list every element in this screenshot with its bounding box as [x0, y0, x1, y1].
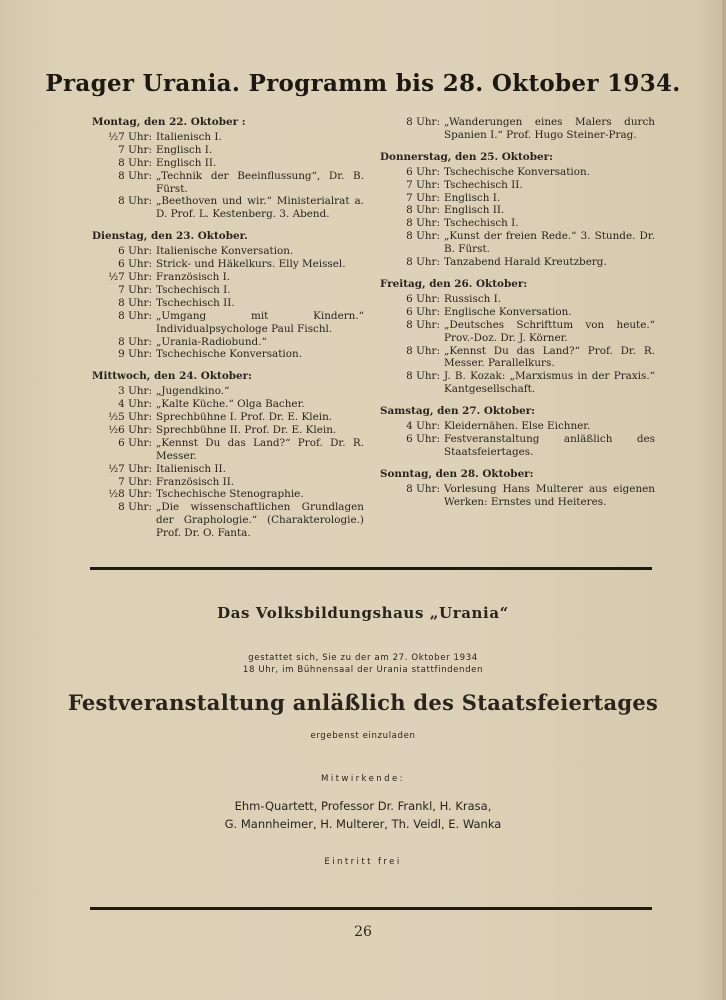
- program-event: [92, 310, 364, 336]
- page-title: Prager Urania. Programm bis 28. Oktober 1934.: [45, 70, 681, 97]
- event-time: 8 Uhr:: [406, 344, 440, 357]
- event-description: Russisch I.: [444, 292, 502, 305]
- event-description: J. B. Kozak: „Marxismus in der Praxis.“ Kantgesellschaft.: [444, 370, 655, 396]
- event-description: Kleidernähen. Else Eichner.: [444, 420, 591, 433]
- program-event: [380, 166, 655, 179]
- program-event: [380, 433, 655, 459]
- invitation-closing: ergebenst einzuladen: [310, 731, 416, 741]
- program-event: [92, 348, 364, 361]
- event-description: Tschechisch I.: [444, 217, 519, 230]
- program-event: [92, 501, 364, 540]
- event-time: 8 Uhr:: [118, 169, 152, 182]
- day-heading: Samstag, den 27. Oktober:: [380, 405, 536, 418]
- event-time: 8 Uhr:: [406, 318, 440, 331]
- event-time: 9 Uhr:: [118, 348, 152, 361]
- program-event: [92, 157, 364, 170]
- day-heading: Sonntag, den 28. Oktober:: [380, 467, 534, 480]
- event-description: Tschechische Konversation.: [156, 348, 302, 361]
- event-description: „Kennst Du das Land?“ Prof. Dr. R. Messer.: [156, 436, 364, 462]
- event-description: „Umgang mit Kindern.“ Individualpsychologe Paul Fischl.: [156, 309, 364, 335]
- program-event: [92, 131, 364, 144]
- invitation-line-1: gestattet sich, Sie zu der am 27. Oktober 1934: [248, 653, 478, 663]
- event-description: Tschechische Stenographie.: [156, 488, 304, 501]
- event-time: 6 Uhr:: [118, 258, 152, 271]
- event-description: Englisch I.: [156, 143, 213, 156]
- event-time: 8 Uhr:: [118, 335, 152, 348]
- event-time: 8 Uhr:: [406, 256, 440, 269]
- event-time: ½7 Uhr:: [108, 462, 152, 475]
- event-time: 7 Uhr:: [118, 475, 152, 488]
- event-description: „Kalte Küche.“ Olga Bacher.: [156, 398, 305, 411]
- event-description: Französisch II.: [156, 475, 235, 488]
- event-description: „Beethoven und wir.“ Ministerialrat a. D. Prof. L. Kestenberg. 3. Abend.: [156, 195, 364, 221]
- program-column-right: [380, 116, 655, 517]
- day-block: [380, 278, 655, 396]
- event-time: 8 Uhr:: [406, 116, 440, 128]
- program-event: [92, 398, 364, 411]
- program-event: [380, 192, 655, 205]
- event-description: Tanzabend Harald Kreutzberg.: [444, 256, 607, 269]
- program-event: [92, 195, 364, 221]
- event-time: ½7 Uhr:: [108, 270, 152, 283]
- event-time: 6 Uhr:: [406, 432, 440, 445]
- program-event: [380, 179, 655, 192]
- event-description: „Urania-Radiobund.“: [156, 335, 267, 348]
- event-description: „Die wissenschaftlichen Grundlagen der Graphologie.“ (Charakterologie.) Prof. Dr. O. Fanta.: [156, 501, 364, 540]
- event-time: 4 Uhr:: [406, 420, 440, 433]
- program-event: [380, 319, 655, 345]
- day-block: [92, 370, 364, 540]
- invitation-line-2: 18 Uhr, im Bühnensaal der Urania stattfindenden: [242, 665, 484, 675]
- program-event: [380, 217, 655, 230]
- event-description: Festveranstaltung anläßlich des Staatsfeiertages.: [444, 432, 655, 458]
- event-time: 8 Uhr:: [406, 217, 440, 230]
- program-event: [92, 144, 364, 157]
- event-description: Englisch II.: [444, 204, 505, 217]
- program-event: [380, 256, 655, 269]
- event-title: Festveranstaltung anläßlich des Staatsfeiertages: [67, 690, 659, 715]
- day-heading: Mittwoch, den 24. Oktober:: [92, 370, 252, 383]
- performers-line-2: G. Mannheimer, H. Multerer, Th. Veidl, E. Wanka: [224, 817, 502, 831]
- event-description: „Deutsches Schrifttum von heute.“ Prov.-Doz. Dr. J. Körner.: [444, 318, 655, 344]
- event-description: Englisch II.: [156, 156, 217, 169]
- day-block: [380, 468, 655, 509]
- event-time: 4 Uhr:: [118, 398, 152, 411]
- event-time: 7 Uhr:: [118, 283, 152, 296]
- performers-list: [0, 797, 726, 833]
- program-event: [92, 258, 364, 271]
- program-event: [92, 385, 364, 398]
- event-time: 6 Uhr:: [118, 436, 152, 449]
- event-description: „Technik der Beeinflussung“, Dr. B. Fürst.: [156, 169, 364, 195]
- day-heading: Dienstag, den 23. Oktober.: [92, 230, 248, 243]
- event-time: 3 Uhr:: [118, 385, 152, 398]
- day-block: [92, 230, 364, 361]
- program-event: [380, 420, 655, 433]
- page-fold-edge: [722, 0, 726, 1000]
- program-event: [92, 245, 364, 258]
- event-time: 7 Uhr:: [406, 178, 440, 191]
- event-description: Englische Konversation.: [444, 305, 572, 318]
- event-time: 6 Uhr:: [406, 292, 440, 305]
- event-time: 7 Uhr:: [118, 143, 152, 156]
- event-time: 6 Uhr:: [406, 165, 440, 178]
- day-heading: Freitag, den 26. Oktober:: [380, 277, 528, 290]
- event-description: Sprechbühne I. Prof. Dr. E. Klein.: [156, 411, 333, 424]
- invitation-text: [0, 652, 726, 676]
- program-event: [380, 204, 655, 217]
- program-event: [380, 345, 655, 371]
- event-time: 8 Uhr:: [118, 195, 152, 208]
- event-time: 8 Uhr:: [118, 309, 152, 322]
- invitation-heading: Das Volksbildungshaus „Urania“: [217, 604, 509, 622]
- program-event: [92, 424, 364, 437]
- event-description: „Jugendkino.“: [156, 385, 230, 398]
- program-event: [92, 463, 364, 476]
- program-event: [92, 476, 364, 489]
- event-time: ½8 Uhr:: [108, 488, 152, 501]
- event-description: Vorlesung Hans Multerer aus eigenen Werken: Ernstes und Heiteres.: [444, 482, 655, 508]
- program-event: [92, 297, 364, 310]
- event-description: Italienisch II.: [156, 462, 226, 475]
- program-event: [92, 437, 364, 463]
- day-block: [380, 405, 655, 459]
- event-time: ½7 Uhr:: [108, 130, 152, 143]
- day-heading: Montag, den 22. Oktober :: [92, 116, 246, 128]
- event-description: Strick- und Häkelkurs. Elly Meissel.: [156, 258, 346, 271]
- event-description: „Wanderungen eines Malers durch Spanien I.“ Prof. Hugo Steiner-Prag.: [444, 116, 655, 141]
- event-description: Tschechisch II.: [444, 178, 523, 191]
- program-event: [380, 370, 655, 396]
- event-description: Tschechische Konversation.: [444, 165, 590, 178]
- event-description: Italienische Konversation.: [156, 245, 294, 258]
- event-time: 8 Uhr:: [406, 230, 440, 243]
- event-description: Sprechbühne II. Prof. Dr. E. Klein.: [156, 423, 337, 436]
- divider-bottom: [90, 907, 652, 910]
- program-event: [92, 488, 364, 501]
- event-time: 6 Uhr:: [406, 305, 440, 318]
- day-heading: Donnerstag, den 25. Oktober:: [380, 150, 553, 163]
- event-description: Tschechisch I.: [156, 283, 231, 296]
- event-time: 8 Uhr:: [406, 370, 440, 383]
- event-time: 8 Uhr:: [118, 296, 152, 309]
- event-time: 8 Uhr:: [118, 501, 152, 514]
- page-number: 26: [354, 924, 372, 940]
- event-description: „Kennst Du das Land?“ Prof. Dr. R. Messer. Parallelkurs.: [444, 344, 655, 370]
- event-time: 7 Uhr:: [406, 191, 440, 204]
- divider-top: [90, 567, 652, 570]
- program-event: [92, 336, 364, 349]
- event-time: ½6 Uhr:: [108, 423, 152, 436]
- event-description: Tschechisch II.: [156, 296, 235, 309]
- event-description: Englisch I.: [444, 191, 501, 204]
- performers-line-1: Ehm-Quartett, Professor Dr. Frankl, H. Krasa,: [234, 799, 492, 813]
- program-event: [380, 293, 655, 306]
- program-event: [380, 116, 655, 142]
- program-event: [92, 411, 364, 424]
- program-event: [380, 483, 655, 509]
- day-block: [380, 116, 655, 142]
- program-event: [92, 284, 364, 297]
- day-block: [380, 151, 655, 269]
- program-event: [380, 306, 655, 319]
- event-description: „Kunst der freien Rede.“ 3. Stunde. Dr. B. Fürst.: [444, 230, 655, 256]
- event-time: ½5 Uhr:: [108, 411, 152, 424]
- performers-label: Mitwirkende:: [321, 774, 405, 784]
- program-column-left: [92, 116, 364, 549]
- event-time: 8 Uhr:: [406, 204, 440, 217]
- event-time: 8 Uhr:: [118, 156, 152, 169]
- day-block: [92, 116, 364, 221]
- event-description: Italienisch I.: [156, 130, 222, 143]
- event-description: Französisch I.: [156, 270, 231, 283]
- admission-note: Eintritt frei: [324, 857, 402, 867]
- event-time: 8 Uhr:: [406, 482, 440, 495]
- program-event: [92, 170, 364, 196]
- program-event: [380, 230, 655, 256]
- event-time: 6 Uhr:: [118, 245, 152, 258]
- program-event: [92, 271, 364, 284]
